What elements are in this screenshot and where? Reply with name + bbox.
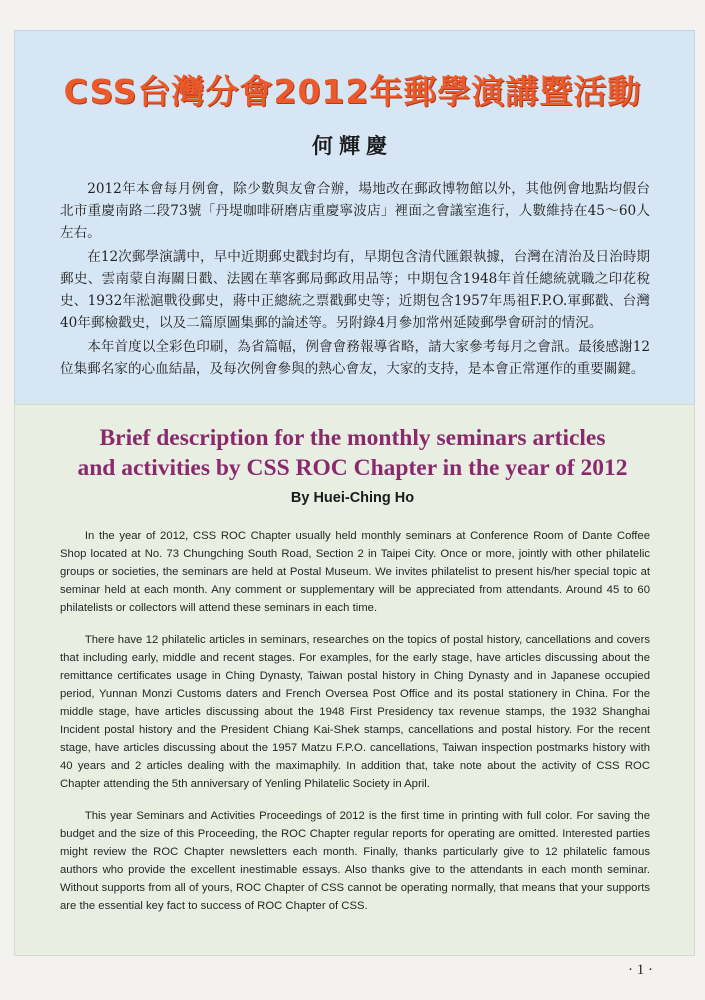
english-title-line: Brief description for the monthly seminars articles: [99, 425, 606, 451]
english-title: [0, 423, 705, 483]
english-paragraph: In the year of 2012, CSS ROC Chapter usually held monthly seminars at Conference Room of Dante Coffee Shop located at No. 73 Chungching South Road, Section 2 in Taipei City. Once or more, jointly with other philatelic groups or societies, the seminars are held at Postal Museum. We invites philatelist to present his/her special topic at seminar held at each month. Any comment or supplementary will be appreciated from attendants. Around 45 to 60 philatelists or collectors will attend these seminars in each time.: [60, 530, 650, 614]
chinese-body: [60, 178, 650, 382]
page-number: · 1 ·: [628, 962, 653, 978]
english-author: By Huei-Ching Ho: [290, 490, 415, 506]
chinese-paragraph: 2012年本會每月例會，除少數與友會合辦，場地改在郵政博物館以外，其他例會地點均假台北市重慶南路二段73號「丹堤咖啡研磨店重慶寧波店」裡面之會議室進行，人數維持在45～60人左右。: [60, 181, 650, 241]
chinese-paragraph: 本年首度以全彩色印刷，為省篇幅，例會會務報導省略，請大家參考每月之會訊。最後感謝12位集郵名家的心血結晶，及每次例會參與的熱心會友，大家的支持，是本會正常運作的重要關鍵。: [60, 339, 650, 377]
chinese-author: 何輝慶: [312, 133, 393, 158]
chinese-paragraph: 在12次郵學演講中，早中近期郵史戳封均有，早期包含清代匯銀執據，台灣在清治及日治時期郵史、雲南蒙自海關日戳、法國在華客郵局郵政用品等；中期包含1948年首任總統就職之印花稅史、1932年淞滬戰役郵史，蔣中正總統之票戳郵史等；近期包含1957年馬祖F.P.O.軍郵戳、台灣40年郵檢戳史，以及二篇原圖集郵的論述等。另附錄4月參加常州延陵郵學會研討的情況。: [60, 249, 650, 331]
english-body: [60, 527, 650, 929]
chinese-title: CSS台灣分會2012年郵學演講暨活動: [63, 72, 642, 111]
english-paragraph: There have 12 philatelic articles in seminars, researches on the topics of postal history, cancellations and covers that including early, middle and recent stages. For examples, for the early stage, have articles discussing about the remittance certificates usage in Ching Dynasty, Taiwan postal history in Ching Dynasty and in Japanese occupied period, Yunnan Monzi Customs daters and French Oversea Post Office and its postal stationery in China. For the middle stage, have articles discussing about the 1948 First Presidency tax revenue stamps, the 1932 Shanghai Incident postal history and the President Chiang Kai-Shek stamps, cancellations and postal history. For the recent stage, have articles discussing about the 1957 Matzu F.P.O. cancellations, Taiwan inspection postmarks history with 40 years and 2 articles dealing with the maximaphily. In addition that, take note about the activity of CSS ROC Chapter attending the 5th anniversary of Yenling Philatelic Society in April.: [60, 634, 650, 790]
english-paragraph: This year Seminars and Activities Proceedings of 2012 is the first time in printing with full color. For saving the budget and the size of this Proceeding, the ROC Chapter regular reports for operating are omitted. Interested parties might review the ROC Chapter newsletters each month. Finally, thanks particularly give to 12 philatelic famous authors who provide the excellent inestimable essays. Also thanks give to the attendants in each month seminar. Without supports from all of yours, ROC Chapter of CSS cannot be operating normally, that means that your supports are the essential key fact to success of ROC Chapter of CSS.: [60, 810, 650, 912]
english-title-line: and activities by CSS ROC Chapter in the year of 2012: [77, 455, 628, 481]
